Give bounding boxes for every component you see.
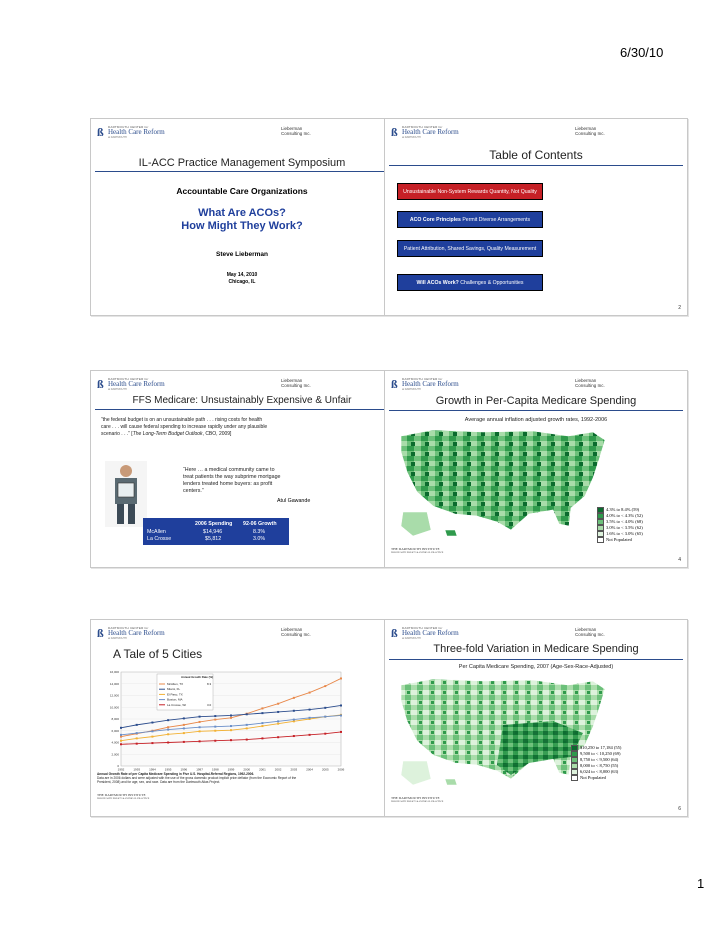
- y-tick-label: 14,000: [109, 681, 119, 686]
- five-cities-chart: [97, 666, 349, 772]
- table-cell: $5,812: [205, 536, 222, 542]
- x-tick-label: 2003: [290, 767, 298, 772]
- slide-title: Three-fold Variation in Medicare Spending: [433, 643, 639, 655]
- y-tick-label: 0: [117, 764, 119, 768]
- data-point: [340, 731, 342, 733]
- logo-line1: DARTMOUTH CENTER for: [402, 125, 443, 129]
- logo-line2: Health Care Reform: [402, 128, 459, 136]
- slide-title: IL-ACC Practice Management Symposium: [138, 157, 346, 169]
- x-tick-label: 1997: [196, 767, 203, 772]
- slide-3: [90, 370, 394, 568]
- data-point: [151, 722, 153, 724]
- data-point: [261, 725, 263, 727]
- data-point: [293, 735, 295, 737]
- data-point: [120, 734, 122, 736]
- data-point: [167, 726, 169, 728]
- y-tick-label: 2,000: [111, 752, 119, 757]
- logo-mark-icon: ß: [391, 626, 398, 640]
- logo-line2: Health Care Reform: [402, 380, 459, 388]
- y-tick-label: 6,000: [111, 728, 119, 733]
- logo-mark-icon: ß: [97, 626, 104, 640]
- data-point: [246, 727, 248, 729]
- data-point: [293, 719, 295, 721]
- slide-title: Growth in Per-Capita Medicare Spending: [435, 395, 637, 407]
- data-point: [214, 740, 216, 742]
- page-date: 6/30/10: [620, 45, 664, 60]
- legend-label: Boston, MA: [167, 697, 183, 702]
- data-point: [261, 712, 263, 714]
- alaska-shape: [401, 761, 431, 785]
- table-cell: $14,946: [203, 529, 223, 535]
- data-point: [309, 709, 311, 711]
- quote-attribution: Atul Gawande: [277, 498, 311, 504]
- logo-line2: Health Care Reform: [108, 380, 165, 388]
- logo-line3: at DARTMOUTH: [108, 136, 127, 139]
- data-point: [261, 722, 263, 724]
- data-point: [293, 697, 295, 699]
- firm-name: Lieberman Consulting Inc.: [281, 378, 311, 388]
- x-tick-label: 2005: [321, 767, 329, 772]
- data-point: [214, 715, 216, 717]
- author: Steve Lieberman: [215, 251, 269, 258]
- data-point: [230, 725, 232, 727]
- slide-number: 2: [678, 305, 681, 311]
- data-point: [230, 714, 232, 716]
- x-tick-label: 2006: [337, 767, 345, 772]
- y-tick-label: 16,000: [109, 670, 119, 674]
- y-tick-label: 12,000: [109, 693, 119, 698]
- x-tick-label: 2001: [259, 767, 266, 772]
- legend-label: Miami, FL: [167, 687, 181, 692]
- legend-title: Annual Growth Rate (%): [180, 675, 214, 679]
- table-cell: La Crosse: [147, 536, 172, 542]
- data-point: [246, 713, 248, 715]
- data-point: [183, 732, 185, 734]
- data-point: [277, 711, 279, 713]
- spending-table: [143, 518, 289, 545]
- data-point: [120, 743, 122, 745]
- x-tick-label: 1998: [211, 767, 219, 772]
- logo-line1: DARTMOUTH CENTER for: [402, 377, 443, 381]
- data-point: [293, 710, 295, 712]
- map-legend: $10,250 to 17,184 (55) 9,500 to < 10,250 (69) 8,750 to < 9,500 (64) 8,000 to < 8,750 (55) 6,024 to < 8,000 (63) Not Populated: [571, 745, 621, 781]
- data-point: [151, 730, 153, 732]
- table-cell: McAllen: [147, 529, 166, 535]
- map-legend: 4.3% to 8.4% (59) 4.0% to < 4.3% (52) 3.5% to < 4.0% (68) 3.0% to < 3.5% (62) 1.6% to < 3.0% (65) Not Populated: [597, 507, 643, 543]
- data-point: [183, 717, 185, 719]
- data-point: [167, 719, 169, 721]
- data-point: [214, 726, 216, 728]
- data-point: [183, 724, 185, 726]
- data-point: [167, 733, 169, 735]
- x-tick-label: 1999: [227, 767, 235, 772]
- data-point: [183, 741, 185, 743]
- chart-caption: Annual Growth Rate of per Capita Medicare Spending in Five U.S. Hospital-Referral Regions, 1992-2006. Data are in 2006 dollars and were adjusted with the use of the gross domestic product implicit price deflator (from the Economic Report of the President, 2008) and for age, sex, and race. Data are from the Dartmouth Atlas Project.: [97, 772, 297, 785]
- firm-name: Lieberman Consulting Inc.: [281, 126, 311, 136]
- logo-line1: DARTMOUTH CENTER for: [108, 125, 149, 129]
- toc-item-2: ACO Core Principles Permit Diverse Arrangements: [397, 211, 543, 228]
- title-rule: [95, 171, 389, 172]
- legend-growth: 8.3: [207, 682, 212, 686]
- x-tick-label: 1993: [133, 767, 141, 772]
- data-point: [167, 729, 169, 731]
- data-point: [199, 740, 201, 742]
- person-photo: [105, 461, 147, 527]
- data-point: [199, 726, 201, 728]
- map-subtitle: Average annual inflation adjusted growth rates, 1992-2006: [464, 417, 608, 423]
- dartmouth-logo: [97, 626, 177, 642]
- data-point: [277, 720, 279, 722]
- alaska-shape: [401, 512, 431, 536]
- data-point: [340, 704, 342, 706]
- data-point: [136, 732, 138, 734]
- slide-4: [384, 370, 688, 568]
- table-cell: 3.0%: [253, 536, 266, 542]
- event-location: Chicago, IL: [228, 279, 256, 285]
- data-point: [324, 733, 326, 735]
- slide-number: 6: [678, 806, 681, 812]
- x-tick-label: 2004: [306, 767, 313, 772]
- dartmouth-logo: [391, 125, 471, 141]
- title-rule: [389, 410, 683, 411]
- title-rule: [389, 165, 683, 166]
- data-point: [309, 734, 311, 736]
- data-point: [214, 730, 216, 732]
- data-point: [151, 742, 153, 744]
- data-point: [309, 717, 311, 719]
- legend-label: El Paso, TX: [167, 692, 183, 697]
- cbo-quote: “the federal budget is on an unsustainable path . . . rising costs for health care . . . will cause federal spending to increase rapidly under any plausible scenario . . .” [The Long-Term Budget Outlook, CBO, 2009]: [101, 417, 268, 437]
- title-rule: [95, 409, 389, 410]
- slide-1: [90, 118, 394, 316]
- data-point: [120, 736, 122, 738]
- hawaii-shape: [445, 779, 457, 785]
- data-point: [167, 742, 169, 744]
- dartmouth-institute-logo: THE DARTMOUTH INSTITUTE FOR HEALTH POLICY & CLINICAL PRACTICE: [97, 793, 150, 800]
- data-point: [261, 737, 263, 739]
- logo-line1: DARTMOUTH CENTER for: [108, 626, 149, 630]
- data-point: [324, 685, 326, 687]
- slide-title: A Tale of 5 Cities: [113, 647, 203, 661]
- headline-2: How Might They Work?: [181, 220, 303, 232]
- firm-name: Lieberman Consulting Inc.: [575, 627, 605, 637]
- x-tick-label: 1995: [164, 767, 172, 772]
- us-growth-map: [393, 426, 615, 546]
- data-point: [136, 737, 138, 739]
- data-point: [230, 729, 232, 731]
- data-point: [136, 743, 138, 745]
- logo-mark-icon: ß: [391, 377, 398, 391]
- legend-growth: 3.0: [207, 702, 212, 707]
- table-header-spending: 2006 Spending: [195, 521, 233, 527]
- data-point: [324, 716, 326, 718]
- y-tick-label: 4,000: [111, 740, 119, 745]
- data-point: [199, 721, 201, 723]
- slide-5: [90, 619, 394, 817]
- data-point: [340, 677, 342, 679]
- logo-line1: DARTMOUTH CENTER for: [108, 377, 149, 381]
- toc-item-4: Will ACOs Work? Challenges & Opportunities: [397, 274, 543, 291]
- firm-name: Lieberman Consulting Inc.: [575, 378, 605, 388]
- slide-title: Table of Contents: [489, 148, 583, 162]
- headline-1: What Are ACOs?: [198, 207, 286, 219]
- dartmouth-institute-logo: THE DARTMOUTH INSTITUTE FOR HEALTH POLICY & CLINICAL PRACTICE: [391, 547, 444, 554]
- x-tick-label: 1992: [117, 767, 125, 772]
- dartmouth-logo: [391, 626, 471, 642]
- logo-line3: at DARTMOUTH: [402, 388, 421, 391]
- table-header-growth: 92-06 Growth: [243, 521, 277, 527]
- data-point: [199, 730, 201, 732]
- map-subtitle: Per Capita Medicare Spending, 2007 (Age-Sex-Race-Adjusted): [458, 664, 614, 670]
- logo-mark-icon: ß: [391, 125, 398, 139]
- event-date: May 14, 2010: [226, 272, 258, 278]
- title-rule: [389, 659, 683, 660]
- x-tick-label: 2000: [243, 767, 251, 772]
- logo-line3: at DARTMOUTH: [108, 637, 127, 640]
- data-point: [277, 723, 279, 725]
- logo-line2: Health Care Reform: [108, 128, 165, 136]
- logo-line3: at DARTMOUTH: [108, 388, 127, 391]
- dartmouth-logo: [391, 377, 471, 393]
- data-point: [183, 727, 185, 729]
- logo-mark-icon: ß: [97, 125, 104, 139]
- hawaii-shape: [445, 530, 457, 536]
- slide-number: 4: [678, 557, 681, 563]
- table-cell: 8.3%: [253, 529, 266, 535]
- data-point: [230, 739, 232, 741]
- data-point: [120, 740, 122, 742]
- y-tick-label: 10,000: [109, 705, 119, 710]
- slide-subtitle: Accountable Care Organizations: [176, 186, 308, 196]
- dartmouth-logo: [97, 125, 177, 141]
- data-point: [277, 703, 279, 705]
- data-point: [199, 716, 201, 718]
- firm-name: Lieberman Consulting Inc.: [575, 126, 605, 136]
- toc-item-1: Unsustainable Non-System Rewards Quantity, Not Quality: [397, 183, 543, 200]
- toc-item-3: Patient Attribution, Shared Savings, Quality Measurement: [397, 240, 543, 257]
- x-tick-label: 1994: [149, 767, 156, 772]
- page-number: 1: [697, 876, 705, 891]
- x-tick-label: 1996: [180, 767, 188, 772]
- firm-name: Lieberman Consulting Inc.: [281, 627, 311, 637]
- data-point: [246, 724, 248, 726]
- dartmouth-logo: [97, 377, 177, 393]
- data-point: [293, 720, 295, 722]
- dartmouth-institute-logo: THE DARTMOUTH INSTITUTE FOR HEALTH POLICY & CLINICAL PRACTICE: [391, 796, 444, 803]
- slide-title: FFS Medicare: Unsustainably Expensive & Unfair: [132, 395, 352, 406]
- data-point: [151, 736, 153, 738]
- logo-line3: at DARTMOUTH: [402, 136, 421, 139]
- data-point: [136, 724, 138, 726]
- gawande-quote: “Here … a medical community came to treat patients the way subprime mortgage lenders treated home buyers: as profit centers.”: [183, 467, 281, 494]
- slide-6: [384, 619, 688, 817]
- y-tick-label: 8,000: [111, 717, 119, 721]
- data-point: [261, 707, 263, 709]
- data-point: [246, 739, 248, 741]
- logo-line2: Health Care Reform: [108, 629, 165, 637]
- data-point: [230, 717, 232, 719]
- data-point: [120, 727, 122, 729]
- x-tick-label: 2002: [274, 767, 282, 772]
- logo-line2: Health Care Reform: [402, 629, 459, 637]
- data-point: [277, 736, 279, 738]
- logo-line1: DARTMOUTH CENTER for: [402, 626, 443, 630]
- logo-line3: at DARTMOUTH: [402, 637, 421, 640]
- data-point: [324, 707, 326, 709]
- logo-mark-icon: ß: [97, 377, 104, 391]
- data-point: [214, 719, 216, 721]
- slide-2: [384, 118, 688, 316]
- data-point: [309, 692, 311, 694]
- legend-label: McAllen, TX: [167, 682, 184, 686]
- data-point: [340, 714, 342, 716]
- legend-label: La Crosse, WI: [167, 702, 187, 707]
